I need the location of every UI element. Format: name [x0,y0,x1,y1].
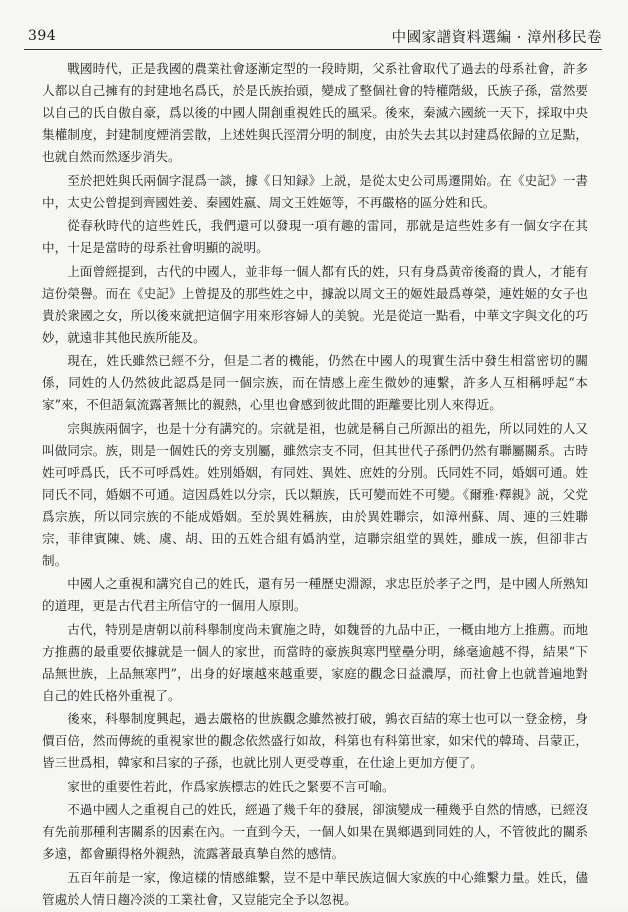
paragraph: 戰國時代，正是我國的農業社會逐漸定型的一段時期，父系社會取代了過去的母系社會，許多人都以自己擁有的封建地名爲氏，於是氏族抬頭，變成了整個社會的特權階級，氏族子孫，當然要以自己的氏自傲自豪，爲以後的中國人開創重視姓氏的風采。後來，秦滅六國統一天下，採取中央集權制度，封建制度煙消雲散，上述姓與氏涇渭分明的制度，由於失去其以封建爲依歸的立足點，也就自然而然逐步消失。 [42,61,588,164]
paragraph: 家世的重要性若此，作爲家族標志的姓氏之緊要不言可喻。 [67,778,395,794]
body-text [42,58,588,912]
header-rule [24,49,602,50]
paragraph: 五百年前是一家，像這樣的情感維繫，豈不是中華民族這個大家族的中心維繫力量。姓氏，儘管處於人情日趨冷淡的工業社會，又豈能完全予以忽視。 [42,869,588,907]
paragraph: 上面曾經提到，古代的中國人，並非每一個人都有氏的姓，只有身爲黄帝後裔的貴人，才能有這份榮譽。而在《史記》上曾提及的那些姓之中，據說以周文王的姬姓最爲尊榮，連姓姬的女子也貴於衆國之女，所以後來就把這個字用來形容婦人的美貌。光是從這一點看，中華文字與文化的巧妙，就遠非其他民族所能及。 [42,263,588,345]
paragraph: 中國人之重視和講究自己的姓氏，還有另一種歷史淵源，求忠臣於孝子之門，是中國人所熟知的道理，更是古代君主所信守的一個用人原則。 [42,576,588,613]
paragraph: 從春秋時代的這些姓氏，我們還可以發現一項有趣的雷同，那就是這些姓多有一個女字在其中，十足是當時的母系社會明顯的説明。 [42,218,588,255]
paragraph: 古代，特別是唐朝以前科舉制度尚未實施之時，如魏晉的九品中正，一概由地方上推薦。而地方推薦的最重要依據就是一個人的家世，而當時的豪族與寒門壁壘分明，絲毫逾越不得，結果“下品無世族，上品無寒門”，出身的好壞越來越重要，家庭的觀念日益濃厚，而社會上也就普遍地對自己的姓氏格外重視了。 [42,621,588,703]
running-title: 中國家譜資料選編 · 漳州移民卷 [391,30,602,46]
paragraph: 至於把姓與氏兩個字混爲一談，據《日知録》上説，是從太史公司馬遷開始。在《史記》一書中，太史公曾提到齊國姓姜、秦國姓嬴、周文王姓姬等，不再嚴格的區分姓和氏。 [42,172,588,210]
paragraph: 不過中國人之重視自己的姓氏，經過了幾千年的發展，卻演變成一種幾乎自然的情感，已經沒有先前那種利害關系的因素在內。一直到今天，一個人如果在異鄉遇到同姓的人，不管彼此的關系多遠，都會顯得格外親熱，流露著最真摯自然的感情。 [42,802,588,861]
paragraph: 現在，姓氏雖然已經不分，但是二者的機能，仍然在中國人的現實生活中發生相當密切的關係，同姓的人仍然彼此認爲是同一個宗族，而在情感上産生微妙的連繫，許多人互相稱呼起“本家”來，不但語氣流露著無比的親熱，心里也會感到彼此間的距離要比別人來得近。 [42,353,588,412]
paragraph: 後來，科舉制度興起，過去嚴格的世族觀念雖然被打破，鶉衣百結的寒士也可以一登金榜，身價百倍，然而傳統的重視家世的觀念依然盛行如故，科第也有科第世家，如宋代的韓琦、吕蒙正，皆三世爲相，韓家和吕家的子孫，也就比別人更受尊重，在仕途上更加方便了。 [42,711,588,770]
page-header [24,22,602,48]
paragraph: 宗與族兩個字，也是十分有講究的。宗就是祖，也就是稱自己所源出的祖先，所以同姓的人又叫做同宗。族，則是一個姓氏的旁支別屬，雖然宗支不同，但其世代子孫們仍然有聯屬關系。古時姓可呼爲氏，氏不可呼爲姓。姓別婚姻，有同姓、異姓、庶姓的分別。氏同姓不同，婚姻可通。姓同氏不同，婚姻不可通。這因爲姓以分宗，氏以類族，氏可變而姓不可變。《爾雅·釋親》説，父党爲宗族，所以同宗族的不能成婚姻。至於異姓稱族，由於異姓聯宗，如漳州蘇、周、連的三姓聯宗，菲律賓陳、姚、虞、胡、田的五姓合組有嬀汭堂，這聯宗組堂的異姓，雖成一族，但卻非古制。 [42,420,588,568]
page-number: 394 [28,28,57,44]
